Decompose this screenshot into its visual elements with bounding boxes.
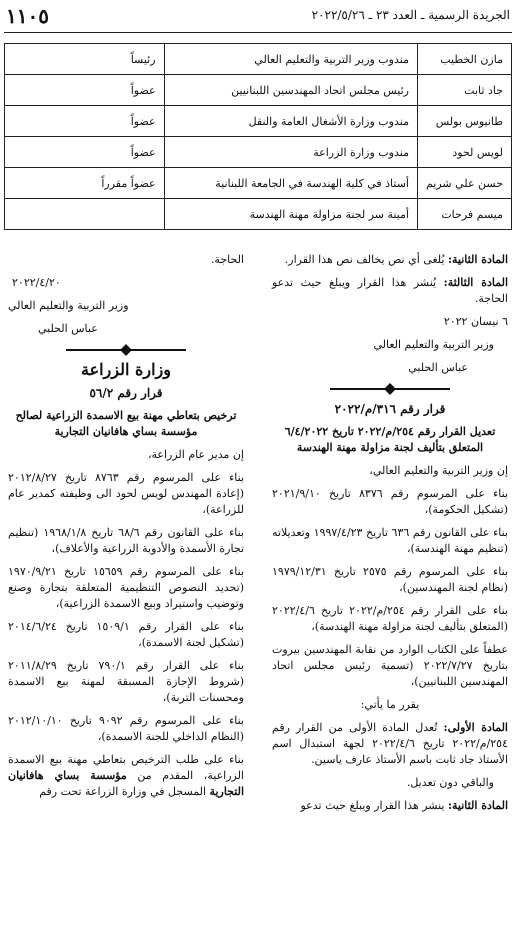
member-name-cell: ميسم فرحات	[417, 199, 511, 230]
member-position-cell: مندوب وزير التربية والتعليم العالي	[164, 44, 417, 75]
company-name: مؤسسة بساي هافانيان التجارية	[8, 769, 244, 798]
article-text: يُلغى أي نص يخالف نص هذا القرار.	[284, 253, 445, 266]
citation: بناء على المرسوم رقم ٢٥٧٥ تاريخ ١٩٧٩/١٢/٣١ (نظام لجنة المهندسين)،	[272, 565, 508, 594]
citation: بناء على القانون رقم ٦٨/٦ تاريخ ١٩٦٨/١/٨ (تنظيم تجارة الأسمدة والأدوية الزراعية والأعلاف)،	[8, 526, 244, 555]
article-2-paragraph	[272, 252, 508, 268]
decision-date: ٦ نيسان ٢٠٢٢	[443, 315, 508, 328]
citation	[8, 752, 244, 800]
citation: عطفاً على الكتاب الوارد من نقابة المهندسين بيروت بتاريخ ٢٠٢٢/٧/٢٧ (تسمية رئيس مجلس اتحاد المهندسين اللبنانيين)،	[272, 643, 509, 688]
remainder-note: والباقي دون تعديل.	[406, 776, 494, 789]
decision-intro: إن مدير عام الزراعة،	[147, 448, 244, 461]
header-rule	[4, 32, 512, 33]
decision-subject: ترخيص بتعاطي مهنة بيع الاسمدة الزراعية لصالح مؤسسة بساي هافانيان التجارية	[15, 409, 237, 438]
member-position-cell: أستاذ في كلية الهندسة في الجامعة اللبنانية	[164, 168, 417, 199]
decision-subject: تعديل القرار رقم ٢٥٤/م/٢٠٢٢ تاريخ ٦/٤/٢٠٢٢ المتعلق بتأليف لجنة مزاولة مهنة الهندسة	[284, 425, 496, 454]
member-position-cell: مندوب وزارة الأشغال العامة والنقل	[164, 106, 417, 137]
citation-text: بناء على طلب الترخيص بتعاطي مهنة بيع الاسمدة الزراعية، المقدم من	[8, 753, 244, 782]
gazette-title: الجريدة الرسمية ـ العدد ٢٣ ـ ٢٠٢٢/٥/٢٦	[311, 8, 510, 22]
member-position-cell: مندوب وزارة الزراعة	[164, 137, 417, 168]
member-role-cell: عضواً	[5, 75, 165, 106]
decision-title: قرار رقم ٥٦/٢	[89, 386, 163, 400]
citation: بناء على القرار رقم ٧٩٠/١ تاريخ ٢٠١١/٨/٢٩ (شروط الإجازة المسبقة لمهنة بيع الاسمدة ومحسنات التربة)،	[8, 659, 244, 704]
table-row	[5, 44, 512, 75]
citation: بناء على المرسوم رقم ٩٠٩٢ تاريخ ٢٠١٢/١٠/١٠ (النظام الداخلي للجنة الاسمدة)،	[8, 714, 244, 743]
citation: بناء على المرسوم رقم ١٥٦٥٩ تاريخ ١٩٧٠/٩/٢١ (تحديد النصوص التنظيمية المتعلقة بتجارة وصنع وتوضيب واستيراد وبيع الاسمدة الزراعية)،	[8, 565, 244, 610]
table-row	[5, 168, 512, 199]
section-divider	[66, 344, 186, 356]
article-3-paragraph	[272, 275, 508, 307]
article-label: المادة الثانية:	[447, 799, 508, 812]
article-2b-paragraph	[272, 798, 508, 814]
article-1-paragraph	[272, 720, 508, 768]
article-label: المادة الثانية:	[447, 253, 508, 266]
left-column	[8, 252, 244, 807]
citation: بناء على القرار رقم ١٥٠٩/١ تاريخ ٢٠١٤/٦/٢٤ (تشكيل لجنة الاسمدة)،	[8, 620, 244, 649]
table-row	[5, 137, 512, 168]
decision-intro: إن وزير التربية والتعليم العالي،	[369, 464, 508, 477]
article-text: تُعدل المادة الأولى من القرار رقم ٢٥٤/م/٢٠٢٢ تاريخ ٢٠٢٢/٤/٦ لجهة استبدال اسم الأستاذ جاد ثابت باسم الأستاذ عارف ياسين.	[272, 721, 508, 766]
article-text: ينشر هذا القرار ويبلغ حيث تدعو	[300, 799, 445, 812]
signer-name: عباس الحلبي	[408, 361, 468, 374]
signature-date: ٢٠٢٢/٤/٢٠	[12, 276, 61, 289]
ministry-heading: وزارة الزراعة	[80, 360, 172, 379]
table-row	[5, 199, 512, 230]
member-role-cell: عضواً	[5, 137, 165, 168]
member-name-cell: طانيوس بولس	[417, 106, 511, 137]
member-name-cell: جاد ثابت	[417, 75, 511, 106]
member-name-cell: مازن الخطيب	[417, 44, 511, 75]
table-row	[5, 75, 512, 106]
article-label: المادة الأولى:	[443, 721, 508, 734]
section-divider	[330, 383, 450, 395]
member-position-cell: أمينة سر لجنة مزاولة مهنة الهندسة	[164, 199, 417, 230]
citation: بناء على القانون رقم ٦٣٦ تاريخ ١٩٩٧/٤/٢٣ وتعديلاته (تنظيم مهنة الهندسة)،	[272, 526, 508, 555]
member-name-cell: حسن علي شريم	[417, 168, 511, 199]
right-column	[272, 252, 508, 821]
citation-text: المسجل في وزارة الزراعة تحت رقم	[39, 785, 207, 798]
member-role-cell: عضواً مقرراً	[5, 168, 165, 199]
citation: بناء على المرسوم رقم ٨٣٧٦ تاريخ ٢٠٢١/٩/١٠ (تشكيل الحكومة)،	[272, 487, 508, 516]
continued-text: الحاجة.	[210, 253, 244, 266]
decides-heading: يقرر ما يأتي:	[360, 698, 420, 711]
signer-title: وزير التربية والتعليم العالي	[8, 299, 129, 312]
decision-title: قرار رقم ٣١٦/م/٢٠٢٢	[334, 402, 446, 416]
table-row	[5, 106, 512, 137]
page-number: ١١٠٥	[6, 4, 49, 28]
member-name-cell: لويس لحود	[417, 137, 511, 168]
citation: بناء على المرسوم رقم ٨٧٦٣ تاريخ ٢٠١٢/٨/٢٧ (إعادة المهندس لويس لحود الى وظيفته كمدير عام للزراعة)،	[8, 471, 244, 516]
page-header	[0, 4, 516, 30]
citation: بناء على القرار رقم ٢٥٤/م/٢٠٢٢ تاريخ ٢٠٢٢/٤/٦ (المتعلق بتأليف لجنة مزاولة مهنة الهندسة)،	[272, 604, 508, 633]
signer-title: وزير التربية والتعليم العالي	[373, 338, 494, 351]
signer-name: عباس الحلبي	[38, 322, 98, 335]
member-role-cell	[5, 199, 165, 230]
committee-members-table	[4, 43, 512, 230]
member-role-cell: رئيساً	[5, 44, 165, 75]
member-position-cell: رئيس مجلس اتحاد المهندسين اللبنانيين	[164, 75, 417, 106]
article-text: يُنشر هذا القرار ويبلغ حيث تدعو الحاجة.	[272, 276, 508, 305]
article-label: المادة الثالثة:	[443, 276, 509, 289]
member-role-cell: عضواً	[5, 106, 165, 137]
